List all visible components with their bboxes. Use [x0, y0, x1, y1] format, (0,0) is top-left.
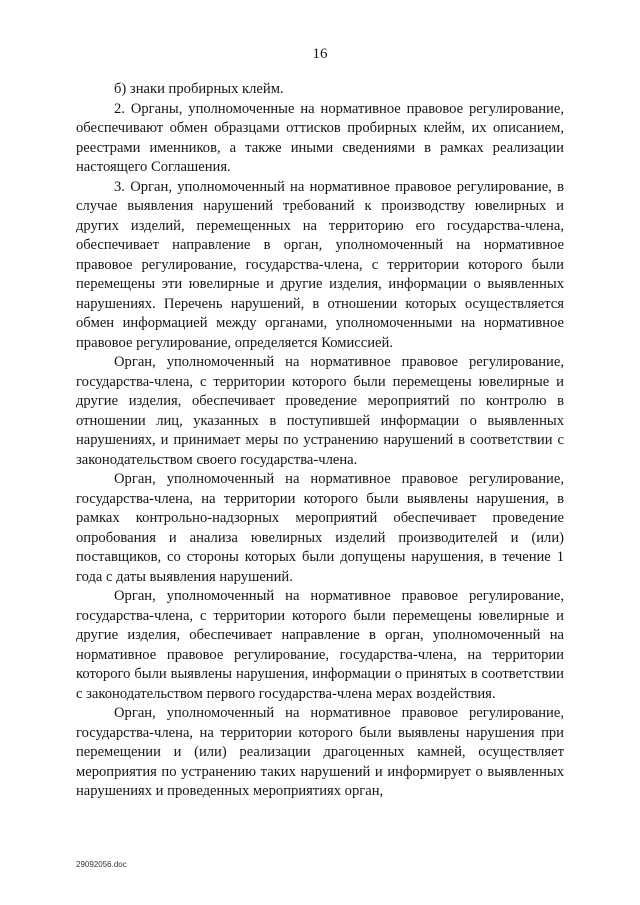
page-number: 16	[312, 46, 328, 62]
paragraph-4: Орган, уполномоченный на нормативное правовое регулирование, государства-члена, с территории которого были перемещены ювелирные и другие изделия, обеспечивает проведение мероприятий по контролю в отношении лиц, указанных в поступившей информации о выявленных нарушениях, и принимает меры по устранению нарушений в соответствии с законодательством своего государства-члена.	[76, 354, 564, 468]
document-body	[76, 80, 564, 802]
paragraph-3: 3. Орган, уполномоченный на нормативное правовое регулирование, в случае выявления нарушений требований к производству ювелирных и других изделий, перемещенных на территорию его государства-члена, обеспечивает направление в орган, уполномоченный на нормативное правовое регулирование, государства-члена, с территории которого были перемещены эти ювелирные и другие изделия, информации о выявленных нарушениях. Перечень нарушений, в отношении которых осуществляется обмен информацией между органами, уполномоченными на нормативное правовое регулирование, определяется Комиссией.	[76, 178, 564, 351]
paragraph-1: б) знаки пробирных клейм.	[114, 81, 284, 97]
paragraph-5: Орган, уполномоченный на нормативное правовое регулирование, государства-члена, на территории которого были выявлены нарушения, в рамках контрольно-надзорных мероприятий обеспечивает проведение опробования и анализа ювелирных изделий производителей и (или) поставщиков, со стороны которых были допущены нарушения, в течение 1 года с даты выявления нарушений.	[76, 471, 564, 585]
paragraph-2: 2. Органы, уполномоченные на нормативное правовое регулирование, обеспечивают обмен образцами оттисков пробирных клейм, их описанием, реестрами именников, а также иными сведениями в рамках реализации настоящего Соглашения.	[76, 100, 564, 175]
footer-filename: 29092056.doc	[76, 860, 127, 869]
paragraph-7: Орган, уполномоченный на нормативное правовое регулирование, государства-члена, на территории которого были выявлены нарушения при перемещении и (или) реализации драгоценных камней, осуществляет мероприятия по устранению таких нарушений и информирует о выявленных нарушениях и проведенных мероприятиях орган,	[76, 705, 564, 799]
paragraph-6: Орган, уполномоченный на нормативное правовое регулирование, государства-члена, с территории которого были перемещены ювелирные и другие изделия, обеспечивает направление в орган, уполномоченный на нормативное правовое регулирование, государства-члена, на территории которого были выявлены нарушения, информации о принятых в соответствии с законодательством первого государства-члена мерах воздействия.	[76, 588, 564, 702]
